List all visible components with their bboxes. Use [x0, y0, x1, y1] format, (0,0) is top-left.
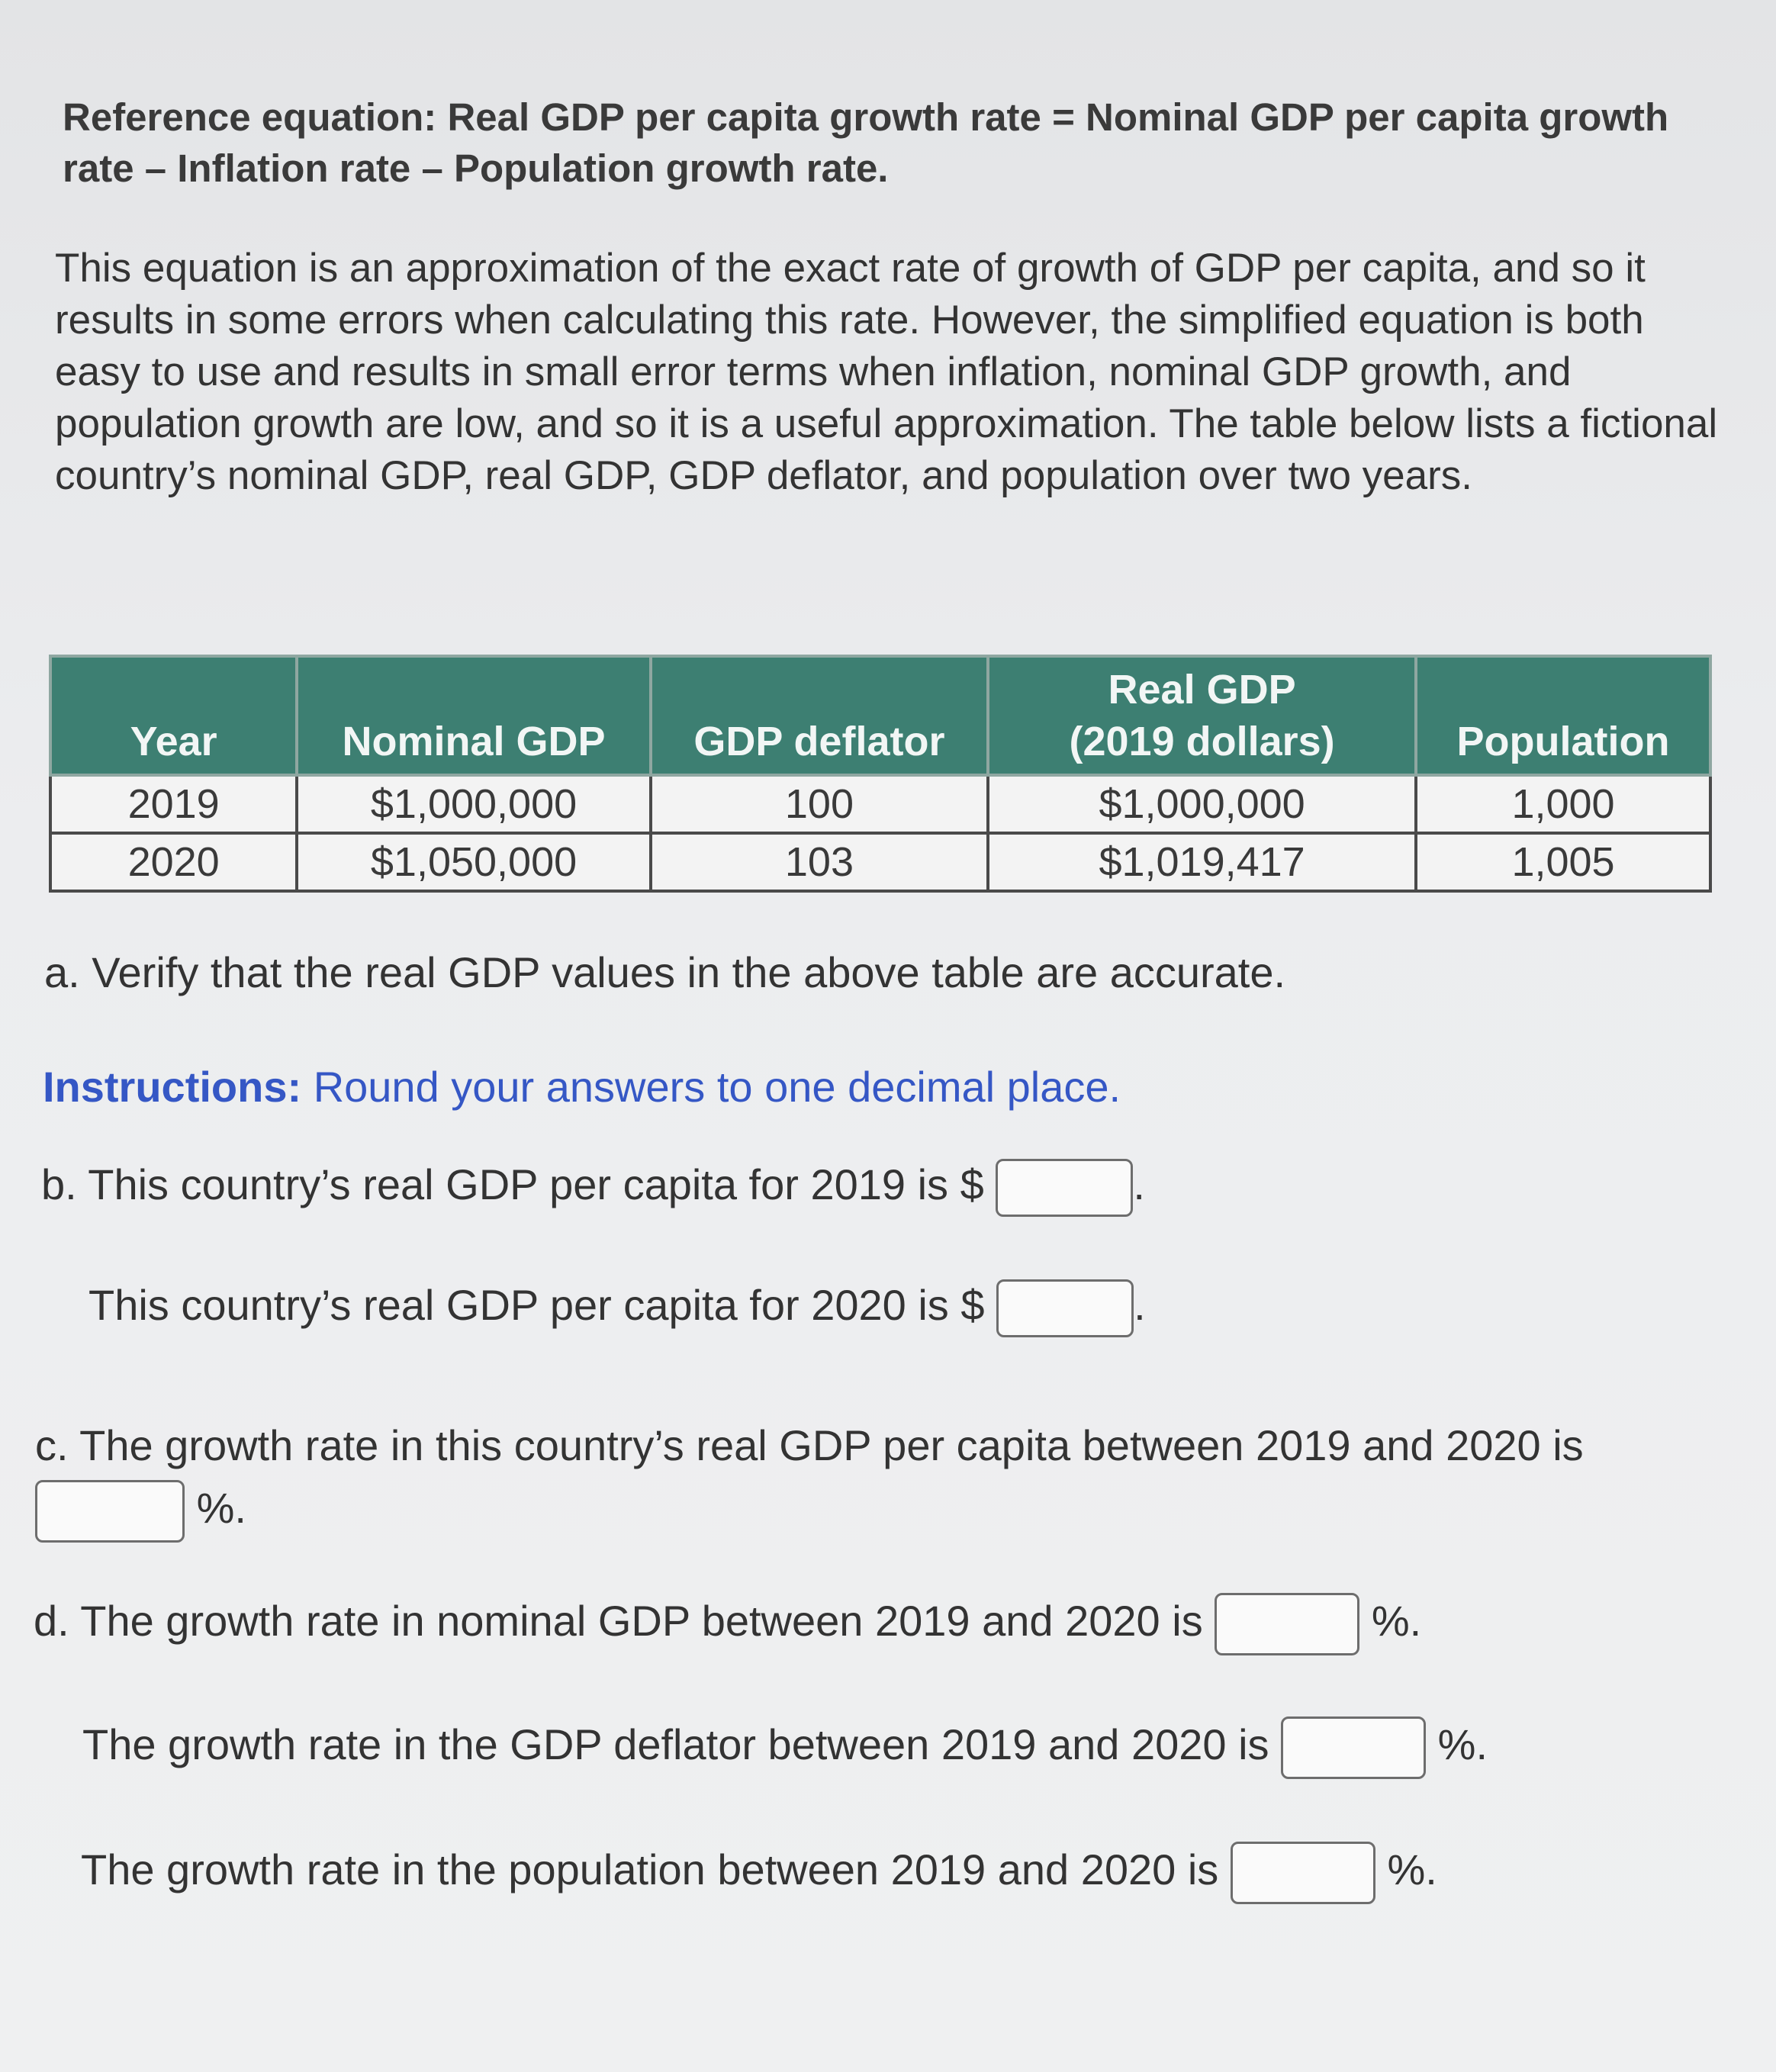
table-header-row: [50, 656, 1710, 775]
answer-input-d2[interactable]: [1281, 1716, 1426, 1779]
question-b2-text: This country’s real GDP per capita for 2020 is $: [88, 1281, 985, 1329]
answer-input-c[interactable]: [35, 1480, 185, 1543]
question-a: a. Verify that the real GDP values in the above table are accurate.: [44, 948, 1286, 996]
percent-d3: %.: [1387, 1845, 1437, 1893]
cell-year: 2020: [50, 833, 297, 891]
percent-d1: %.: [1371, 1596, 1422, 1645]
question-d2-text: The growth rate in the GDP deflator between 2019 and 2020 is: [82, 1720, 1269, 1768]
percent-d2: %.: [1437, 1720, 1488, 1768]
question-c: c. The growth rate in this country’s real GDP per capita between 2019 and 2020 is: [35, 1421, 1584, 1469]
question-d1-text: d. The growth rate in nominal GDP between 2019 and 2020 is: [34, 1596, 1203, 1645]
question-b2: [88, 1279, 1146, 1337]
cell-gdp-deflator: 103: [651, 833, 988, 891]
answer-input-d1[interactable]: [1215, 1593, 1359, 1655]
header-nominal-gdp: Nominal GDP: [297, 656, 651, 775]
intro-paragraph: This equation is an approximation of the exact rate of growth of GDP per capita, and so it results in some errors when calculating this rate. However, the simplified equation is both easy to use and results in small error terms when inflation, nominal GDP growth, and population growth are low, and so it is a useful approximation. The table below lists a fictional country’s nominal GDP, real GDP, GDP deflator, and population over two years.: [55, 246, 1718, 498]
instructions-label: Instructions:: [43, 1063, 302, 1111]
header-real-gdp: [988, 656, 1416, 775]
gdp-table: [49, 655, 1712, 893]
period-b2: .: [1134, 1281, 1146, 1329]
question-b1: [41, 1158, 1145, 1217]
cell-nominal-gdp: $1,050,000: [297, 833, 651, 891]
header-gdp-deflator: GDP deflator: [651, 656, 988, 775]
question-c-answer: [35, 1480, 246, 1543]
header-real-gdp-line1: Real GDP: [1108, 667, 1296, 713]
cell-population: 1,000: [1416, 775, 1710, 833]
cell-real-gdp: $1,019,417: [988, 833, 1416, 891]
question-d3: [81, 1842, 1437, 1904]
instructions: [43, 1060, 1121, 1114]
cell-gdp-deflator: 100: [651, 775, 988, 833]
answer-input-b1[interactable]: [996, 1159, 1133, 1217]
cell-year: 2019: [50, 775, 297, 833]
cell-population: 1,005: [1416, 833, 1710, 891]
header-year: Year: [50, 656, 297, 775]
table-row: [50, 833, 1710, 891]
percent-c: %.: [196, 1483, 246, 1532]
question-d3-text: The growth rate in the population between 2019 and 2020 is: [81, 1845, 1219, 1893]
period-b1: .: [1133, 1160, 1145, 1208]
header-real-gdp-line2: (2019 dollars): [1069, 719, 1335, 764]
reference-equation: Reference equation: Real GDP per capita growth rate = Nominal GDP per capita growth rate – Inflation rate – Population growth rate.: [63, 95, 1669, 190]
question-d1: [34, 1593, 1421, 1655]
header-population: Population: [1416, 656, 1710, 775]
question-b1-text: b. This country’s real GDP per capita for 2019 is $: [41, 1160, 984, 1208]
table-row: [50, 775, 1710, 833]
answer-input-b2[interactable]: [996, 1279, 1134, 1337]
cell-real-gdp: $1,000,000: [988, 775, 1416, 833]
answer-input-d3[interactable]: [1231, 1842, 1375, 1904]
question-d2: [82, 1716, 1488, 1779]
instructions-text: Round your answers to one decimal place.: [313, 1063, 1121, 1111]
cell-nominal-gdp: $1,000,000: [297, 775, 651, 833]
